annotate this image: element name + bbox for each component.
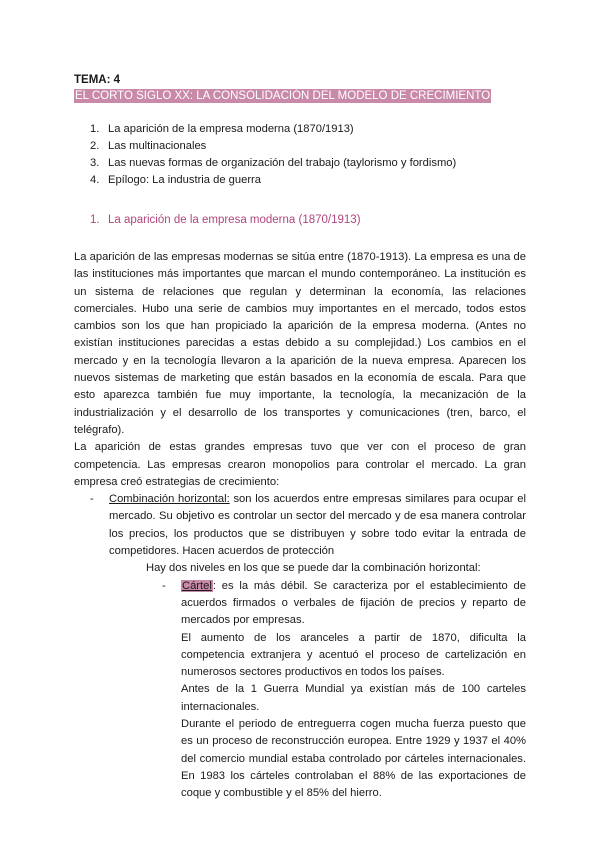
levels-intro: Hay dos niveles en los que se puede dar la combinación horizontal: bbox=[146, 562, 481, 575]
bullet-combinacion-horizontal bbox=[90, 491, 526, 560]
section-title: La aparición de la empresa moderna (1870/1913) bbox=[108, 214, 361, 226]
cartel-aranceles: El aumento de los aranceles a partir de 1870, dificulta la competencia extranjera y acentuó el proceso de cartelización en numerosos sectores productivos en todos los países. bbox=[181, 631, 526, 679]
bullet-text: son los acuerdos entre empresas similares para ocupar el mercado. Su objetivo es controlar un sector del mercado y de esa manera controlar los precios, los productos que se distribuyen y sobre todo evitar la entrada de competidores. Hacen acuerdos de protección bbox=[109, 493, 526, 558]
topic-title: EL CORTO SIGLO XX: LA CONSOLIDACIÓN DEL MODELO DE CRECIMIENTO bbox=[75, 90, 491, 102]
bullet-dash: - bbox=[90, 493, 94, 506]
sub-bullet-cartel bbox=[162, 578, 526, 803]
toc-number: 4. bbox=[90, 174, 100, 186]
toc-number: 1. bbox=[90, 123, 100, 135]
paragraph-competition: La aparición de estas grandes empresas tuvo que ver con el proceso de gran competencia. Las empresas crearon monopolios para controlar el mercado. La gran empresa creó estrategias de crecimiento: bbox=[74, 441, 526, 488]
toc-label: La aparición de la empresa moderna (1870/1913) bbox=[108, 123, 354, 135]
toc-label: Epílogo: La industria de guerra bbox=[108, 174, 261, 186]
toc-item bbox=[90, 155, 456, 172]
toc-number: 2. bbox=[90, 140, 100, 152]
bullet-term: Combinación horizontal: bbox=[109, 493, 230, 506]
toc-item bbox=[90, 138, 456, 155]
cartel-entreguerra: Durante el periodo de entreguerra cogen mucha fuerza puesto que es un proceso de reconstrucción europea. Entre 1929 y 1937 el 40% del comercio mundial estaba controlado por cárteles internacionales. En 1983 los cárteles controlaban el 88% de las exportaciones de coque y combustible y el 85% del hierro. bbox=[181, 718, 526, 800]
toc-item bbox=[90, 121, 456, 138]
toc-item bbox=[90, 172, 456, 189]
section-body bbox=[74, 249, 526, 803]
paragraph-intro: La aparición de las empresas modernas se sitúa entre (1870-1913). La empresa es una de las instituciones más importantes que marcan el mundo contemporáneo. La institución es un sistema de relaciones que regulan y determinan la economía, las relaciones comerciales. Hubo una serie de cambios muy importantes en el mercado, todos estos cambios son los que han propiciado la aparición de la empresa moderna. (Antes no existían instituciones parecidas a estas debido a su complejidad.) Los cambios en el mercado y en la tecnología llevaron a la aparición de la nueva empresa. Aparecen los nuevos sistemas de marketing que están basados en la economía de escala. Para que esto aparezca también fue muy importante, la tecnología, la mecanización de la industrialización y el desarrollo de los transportes y comunicaciones (tren, barco, el telégrafo). bbox=[74, 251, 526, 436]
section-number: 1. bbox=[90, 214, 100, 226]
table-of-contents bbox=[90, 121, 456, 189]
toc-number: 3. bbox=[90, 157, 100, 169]
topic-number: TEMA: 4 bbox=[74, 74, 120, 86]
cartel-definition bbox=[181, 578, 526, 630]
cartel-text: : es la más débil. Se caracteriza por el establecimiento de acuerdos firmados o verbales de fijación de precios y reparto de mercados por empresas. bbox=[181, 579, 526, 627]
toc-label: Las multinacionales bbox=[108, 140, 207, 152]
sub-bullet-dash: - bbox=[162, 579, 166, 592]
cartel-guerra: Antes de la 1 Guerra Mundial ya existían más de 100 carteles internacionales. bbox=[181, 683, 526, 713]
toc-label: Las nuevas formas de organización del trabajo (taylorismo y fordismo) bbox=[108, 157, 457, 169]
section-heading bbox=[90, 214, 361, 226]
highlighted-term: Cártel bbox=[182, 579, 212, 592]
